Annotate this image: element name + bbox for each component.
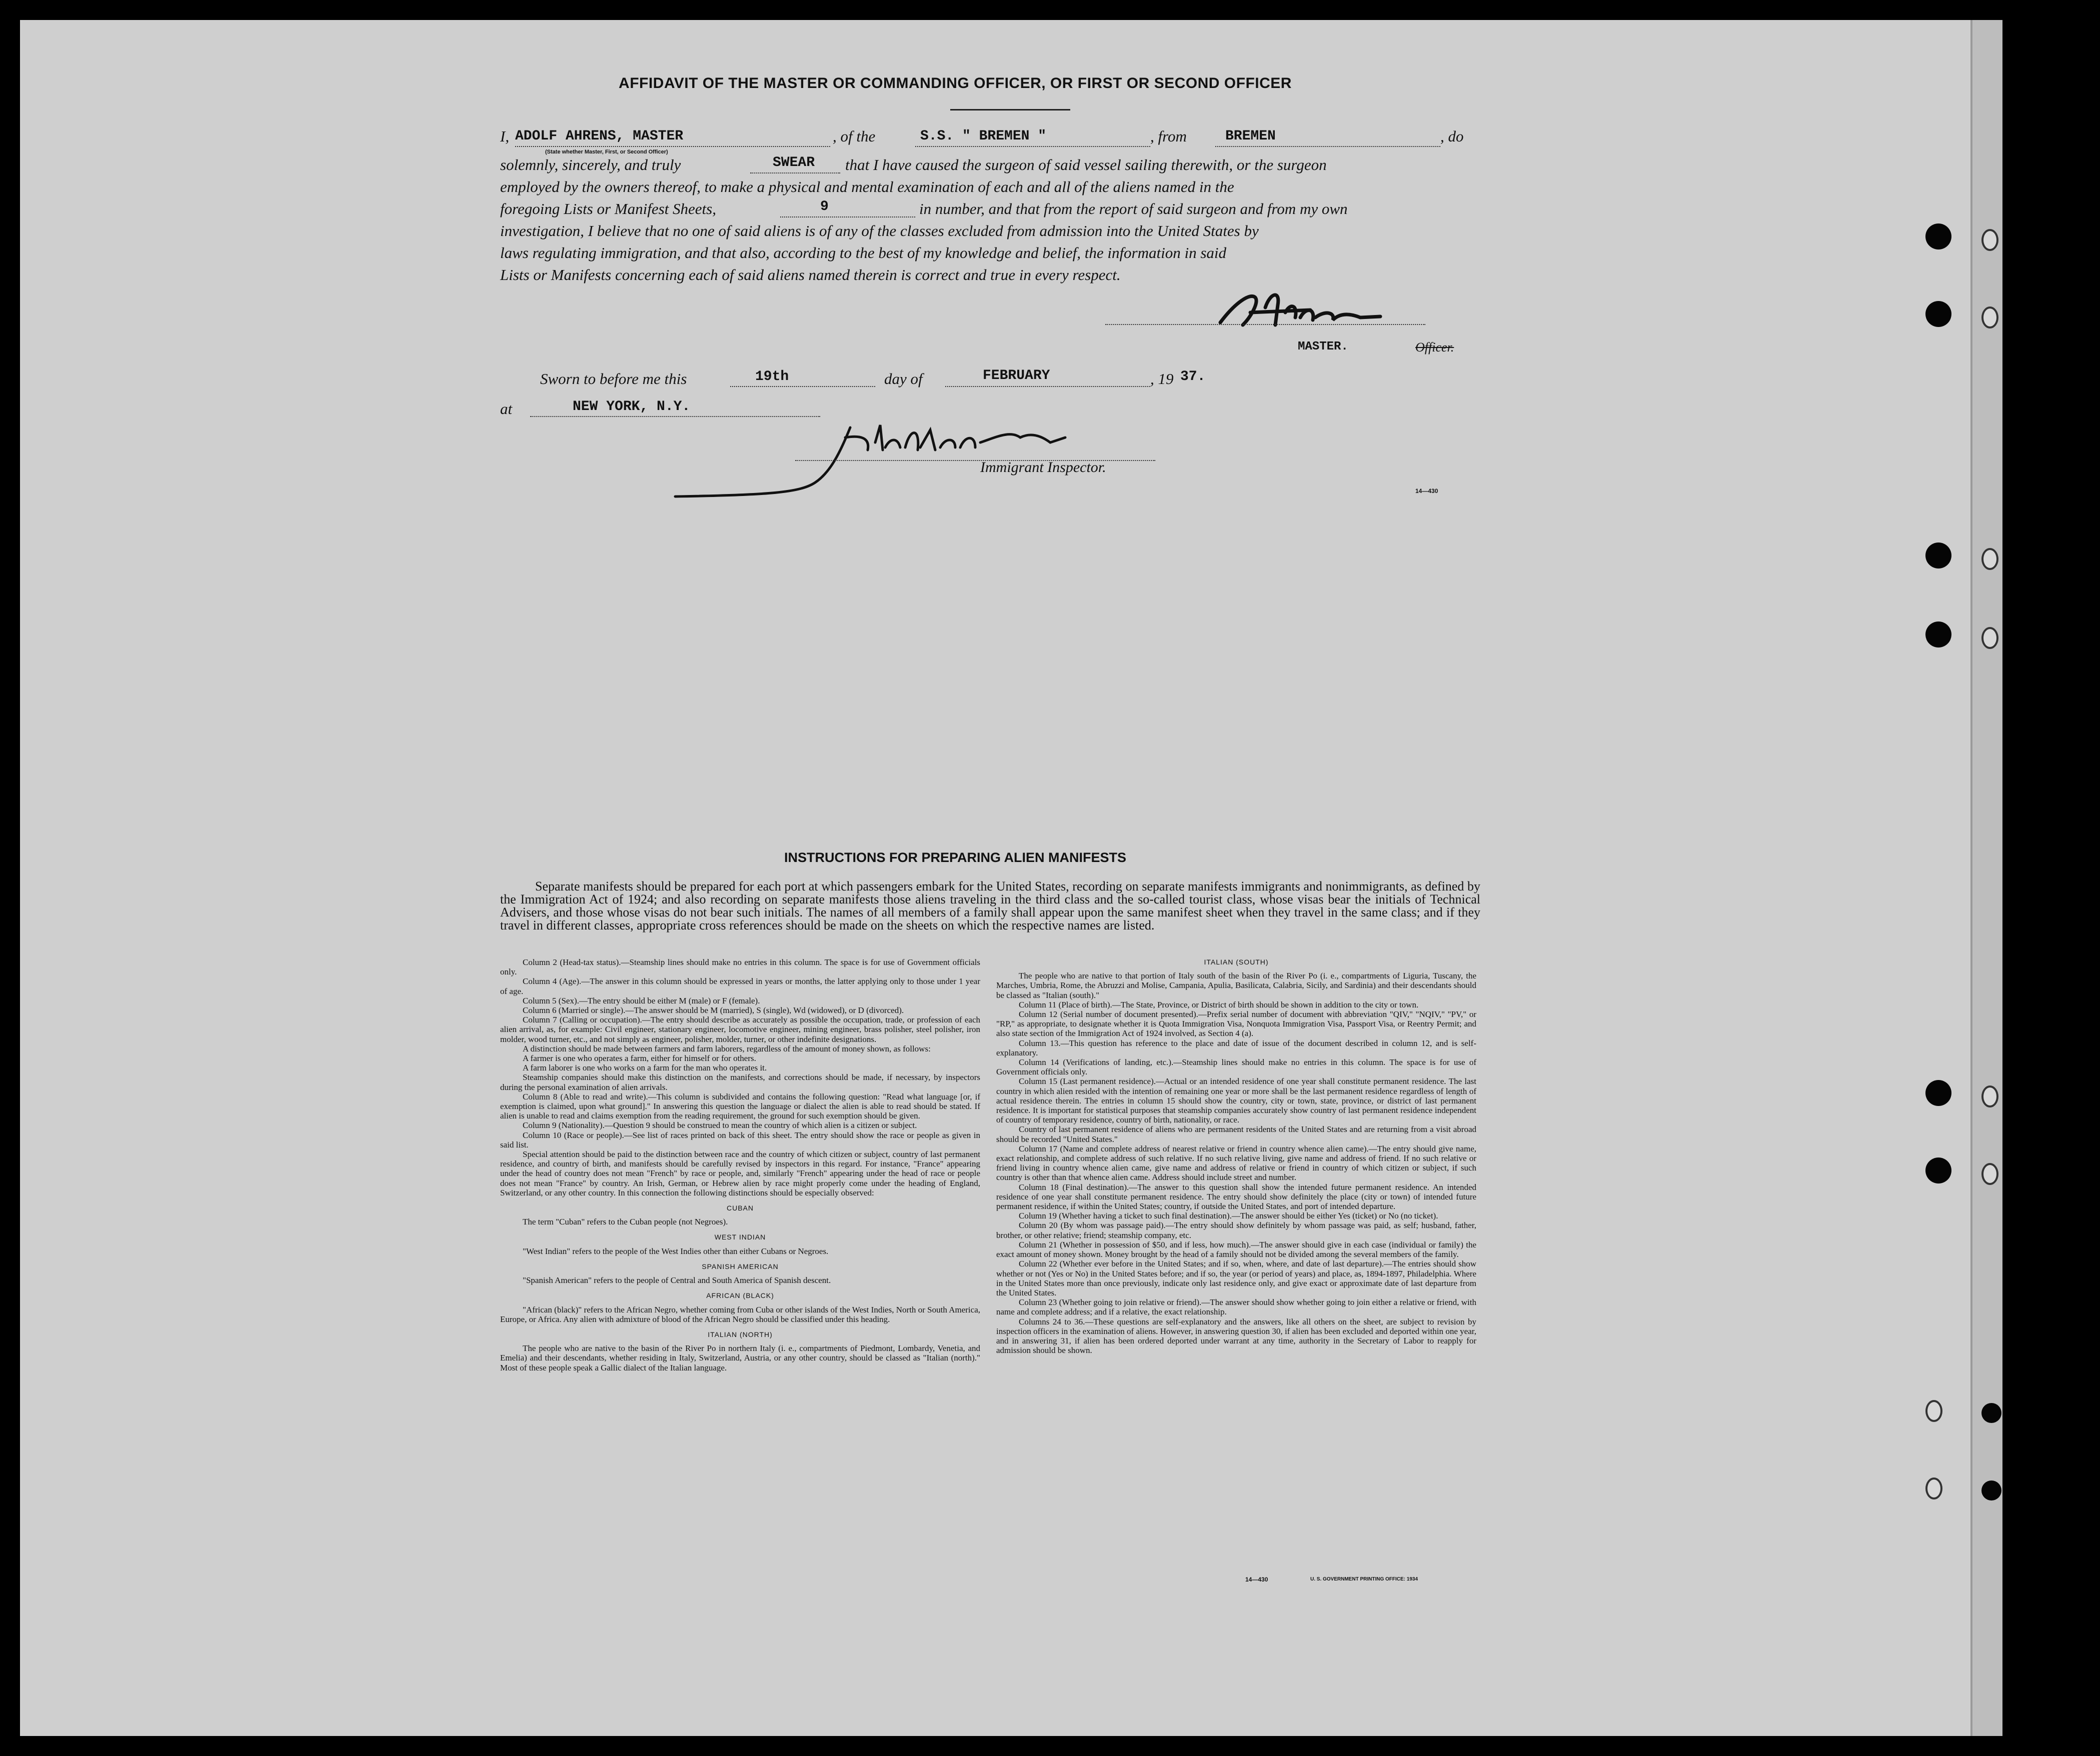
sheet-edge: [1970, 20, 2002, 1736]
instruction-paragraph: Column 12 (Serial number of document presented).—Prefix serial number of document with abbreviation "QIV," "NQIV," "PV," or "RP," as appropriate, to designate whether it is Quota Immigration Visa, Nonquota Immigration Visa, Passport Visa, or Reentry Permit; and also state section of the Immigration Act of 1924 involved, as Section 4 (a).: [996, 1010, 1476, 1038]
instruction-paragraph: A distinction should be made between farmers and farm laborers, regardless of the amount of money shown, as follows:: [523, 1044, 931, 1054]
punch-hole: [1981, 548, 1998, 570]
section-heading-italian-south: ITALIAN (SOUTH): [1204, 958, 1269, 966]
master-signature: [1100, 282, 1450, 338]
instructions-left-column: [500, 958, 980, 1372]
month-fill-line: [945, 386, 1150, 387]
section-heading-african: AFRICAN (BLACK): [706, 1292, 774, 1300]
at-text: at: [500, 400, 513, 418]
instruction-paragraph: Column 18 (Final destination).—The answer to this question shall show the intended future permanent residence. An intended residence of one year shall constitute permanent residence. The entry should show definitely the place (city or town) of intended future permanent residence, if within the United States; country, if outside the United States, and port of intended departure.: [996, 1182, 1476, 1212]
instruction-paragraph: Column 9 (Nationality).—Question 9 should be construed to mean the country of which alien is a citizen or subject.: [523, 1120, 917, 1130]
punch-hole: [1925, 1158, 1951, 1184]
of-the-text: , of the: [833, 128, 876, 145]
instruction-paragraph: "West Indian" refers to the people of the West Indies other than either Cubans or Negroes.: [523, 1246, 829, 1256]
title-rule: [950, 109, 1070, 110]
affidavit-line-2a: solemnly, sincerely, and truly: [500, 156, 681, 174]
officer-name: ADOLF AHRENS, MASTER: [515, 128, 684, 144]
year-prefix: , 19: [1150, 370, 1174, 388]
instruction-paragraph: Column 15 (Last permanent residence).—Actual or an intended residence of one year shall constitute permanent residence. The last country in which alien resided with the intention of remaining one year or more shall be the last permanent residence regardless of length of actual residence therein. The entries in column 15 should show the country, city or town, state, province, or district of last permanent residence. It is important for statistical purposes that steamship companies accurately show country of last permanent residence independent of country of temporary residence, country of birth, nationality, or race.: [996, 1076, 1476, 1125]
punch-hole: [1981, 306, 1998, 328]
from-text: , from: [1150, 128, 1187, 145]
i-prefix: I,: [500, 128, 510, 145]
signer-struck-title: Officer.: [1415, 340, 1454, 354]
punch-hole: [1925, 1400, 1942, 1422]
sworn-place: NEW YORK, N.Y.: [573, 399, 691, 414]
instruction-paragraph: Column 11 (Place of birth).—The State, Province, or District of birth should be shown in addition to the city or town.: [1019, 1000, 1419, 1010]
instruction-paragraph: Column 8 (Able to read and write).—This column is subdivided and contains the following question: "Read what language [or, if exemption is claimed, upon what ground]." In answering this question the language or dialect the alien is able to read should be stated. If alien is unable to read and claims exemption from the reading requirement, the ground for such exemption should be given.: [500, 1092, 980, 1121]
punch-hole: [1981, 1403, 2001, 1423]
affidavit-line-2b: that I have caused the surgeon of said vessel sailing therewith, or the surgeon: [845, 156, 1327, 174]
instruction-paragraph: Column 22 (Whether ever before in the United States; and if so, when, where, and date of last departure).—The entries should show whether or not (Yes or No) in the United States before; and if so, the year (or period of years) and place, as, 1894-1897, Philadelphia. Where in the United States more than once previously, indicate only last residence only, and give exact or approximate date of last departure from the United States.: [996, 1259, 1476, 1298]
punch-hole: [1925, 1478, 1942, 1500]
punch-hole: [1981, 1480, 2001, 1500]
officer-note: (State whether Master, First, or Second Officer): [545, 149, 668, 155]
instruction-paragraph: Column 10 (Race or people).—See list of races printed on back of this sheet. The entry should show the race or people as given in said list.: [500, 1130, 980, 1150]
instruction-paragraph: Country of last permanent residence of aliens who are permanent residents of the United States and are returning from a visit abroad should be recorded "United States.": [996, 1124, 1476, 1144]
punch-hole: [1981, 1086, 1998, 1108]
affidavit-title: AFFIDAVIT OF THE MASTER OR COMMANDING OFFICER, OR FIRST OR SECOND OFFICER: [619, 75, 1292, 92]
affidavit-line-6: laws regulating immigration, and that also, according to the best of my knowledge and belief, the information in said: [500, 244, 1227, 262]
punch-hole: [1925, 542, 1951, 568]
footer-printer: U. S. GOVERNMENT PRINTING OFFICE: 1934: [1310, 1576, 1418, 1582]
section-heading-west-indian: WEST INDIAN: [714, 1233, 766, 1242]
punch-hole: [1981, 1163, 1998, 1185]
departure-port: BREMEN: [1225, 128, 1276, 144]
instruction-paragraph: "African (black)" refers to the African Negro, whether coming from Cuba or other islands of the West Indies, North or South America, Europe, or Africa. Any alien with admixture of blood of the African Negro should be classified under this heading.: [500, 1304, 980, 1324]
affidavit-line-5: investigation, I believe that no one of said aliens is of any of the classes excluded from admission into the United States by: [500, 222, 1259, 240]
sheet-count-fill-line: [780, 216, 915, 218]
sworn-text: Sworn to before me this: [540, 370, 687, 388]
instruction-paragraph: Column 23 (Whether going to join relative or friend).—The answer should show whether going to join either a relative or friend, with name and complete address; and if a relative, the exact relationship.: [996, 1298, 1476, 1317]
port-fill-line: [1215, 146, 1440, 147]
instruction-paragraph: Column 4 (Age).—The answer in this column should be expressed in years or months, the latter applying only to those under 1 year of age.: [500, 976, 980, 996]
instruction-paragraph: A farmer is one who operates a farm, either for himself or for others.: [523, 1054, 756, 1064]
punch-hole: [1925, 1080, 1951, 1106]
instruction-paragraph: Columns 24 to 36.—These questions are self-explanatory and the answers, like all others on the sheet, are subject to revision by inspection officers in the examination of aliens. However, in answering question 30, if alien has been excluded and deported within one year, and in answering 31, if alien has been ordered deported under warrant at any time, authority in the Secretary of Labor to reapply for admission should be shown.: [996, 1316, 1476, 1356]
sheet-count: 9: [820, 199, 829, 214]
affidavit-form-code: 14—430: [1415, 488, 1438, 494]
inspector-title: Immigrant Inspector.: [980, 459, 1106, 476]
section-heading-spanish-american: SPANISH AMERICAN: [702, 1262, 779, 1270]
instruction-paragraph: Column 2 (Head-tax status).—Steamship lines should make no entries in this column. The space is for use of Government officials only.: [500, 958, 980, 977]
do-text: , do: [1440, 128, 1464, 145]
instruction-paragraph: Column 5 (Sex).—The entry should be either M (male) or F (female).: [523, 996, 760, 1006]
sworn-month: FEBRUARY: [983, 368, 1050, 384]
day-of-text: day of: [884, 370, 923, 388]
instruction-paragraph: Column 13.—This question has reference to the place and date of issue of the document described in column 12, and is self-explanatory.: [996, 1038, 1476, 1058]
affidavit-line-1: [500, 128, 509, 146]
affidavit-line-4a: foregoing Lists or Manifest Sheets,: [500, 200, 716, 218]
footer-form-code: 14—430: [1245, 1576, 1268, 1583]
instruction-paragraph: "Spanish American" refers to the people of Central and South America of Spanish descent.: [523, 1276, 831, 1286]
day-fill-line: [730, 386, 875, 387]
instruction-paragraph: A farm laborer is one who works on a farm for the man who operates it.: [523, 1063, 767, 1073]
instructions-title: INSTRUCTIONS FOR PREPARING ALIEN MANIFESTS: [784, 850, 1127, 865]
punch-hole: [1925, 301, 1951, 327]
inspector-signature: [670, 408, 1150, 508]
punch-hole: [1925, 224, 1951, 250]
signer-title: MASTER.: [1298, 340, 1348, 354]
instruction-paragraph: Special attention should be paid to the distinction between race and the country of which citizen or subject, country of last permanent residence, and country of birth, and manifests should be carefully revised by inspectors in this regard. For instance, "France" appearing under the head of country does not mean "French" by race or people, and, similarly "French" appearing under the head of race or people does not mean "France" by country. An Irish, German, or Hebrew alien by race might properly come under the heading of England, Switzerland, or any other country. In this connection the following distinctions should be especially observed:: [500, 1150, 980, 1198]
instruction-paragraph: Column 19 (Whether having a ticket to such final destination).—The answer should be either Yes (ticket) or No (no ticket).: [1019, 1211, 1438, 1221]
affidavit-line-7: Lists or Manifests concerning each of said aliens named therein is correct and true in every respect.: [500, 266, 1121, 284]
sworn-day: 19th: [755, 369, 789, 384]
punch-hole: [1981, 627, 1998, 649]
instruction-paragraph: Steamship companies should make this distinction on the manifests, and corrections should be made, if necessary, by inspectors during the personal examination of alien arrivals.: [500, 1072, 980, 1092]
instruction-paragraph: The people who are native to that portion of Italy south of the basin of the River Po (i. e., compartments of Liguria, Tuscany, the Marches, Umbria, Rome, the Abruzzi and Molise, Campania, Apulia, Basilicata, Calabria, Sicily, and Sardinia) and their descendants should be classed as "Italian (south).": [996, 971, 1476, 1000]
instruction-paragraph: Column 6 (Married or single).—The answer should be M (married), S (single), Wd (widowed), or D (divorced).: [523, 1006, 904, 1016]
sworn-year: 37.: [1180, 369, 1206, 384]
instruction-paragraph: Column 7 (Calling or occupation).—The entry should describe as accurately as possible the occupation, trade, or profession of each alien arrival, as, for example: Civil engineer, stationary engineer, locomotive engineer, mining engineer, brass polisher, steel polisher, iron molder, wood turner, etc., and not simply as engineer, polisher, molder, turner, or other indefinite designations.: [500, 1015, 980, 1044]
instructions-right-column: [996, 958, 1476, 1355]
signature-fill-line: [1105, 324, 1425, 325]
instruction-paragraph: The people who are native to the basin of the River Po in northern Italy (i. e., compartments of Piedmont, Lombardy, Venetia, and Emelia) and their descendants, whether residing in Italy, Switzerland, Austria, or any other country, should be classed as "Italian (north)." Most of these people speak a Gallic dialect of the Italian language.: [500, 1344, 980, 1372]
punch-hole: [1981, 229, 1998, 251]
instructions-intro: Separate manifests should be prepared for each port at which passengers embark for the United States, recording on separate manifests immigrants and nonimmigrants, as defined by the Immigration Act of 1924; and also recording on separate manifests those aliens traveling in the third class and the so-called tourist class, whose visas bear the initials of Technical Advisers, and those whose visas do not bear such initials. The names of all members of a family shall appear upon the same manifest sheet when they travel in the same class; and if they travel in different classes, appropriate cross references should be made on the sheets on which the respective names are listed.: [500, 879, 1480, 932]
instruction-paragraph: Column 20 (By whom was passage paid).—The entry should show definitely by whom passage was paid, as self; husband, father, brother, or other relative; friend; steamship company, etc.: [996, 1220, 1476, 1240]
affidavit-line-3: employed by the owners thereof, to make a physical and mental examination of each and all of the aliens named in the: [500, 178, 1234, 196]
instruction-paragraph: Column 21 (Whether in possession of $50, and if less, how much).—The answer should give in each case (individual or family) the exact amount of money shown. Money brought by the head of a family should not be divided among the several members of the family.: [996, 1240, 1476, 1260]
affidavit-line-4b: in number, and that from the report of said surgeon and from my own: [919, 200, 1348, 218]
section-heading-italian-north: ITALIAN (NORTH): [708, 1330, 773, 1338]
vessel-fill-line: [915, 146, 1150, 147]
officer-fill-line: [515, 146, 830, 147]
oath-fill-line: [750, 172, 840, 174]
instruction-paragraph: Column 17 (Name and complete address of nearest relative or friend in country whence alien came).—The entry should give name, exact relationship, and complete address of such relative. If no such relative living, give name and address of friend. If no such relative or friend living in country whence alien came, give name and address of relative or friend in country of which citizen or subject, if such country is other than that whence alien came. Address should include street and number.: [996, 1144, 1476, 1182]
section-heading-cuban: CUBAN: [726, 1204, 754, 1212]
instruction-paragraph: Column 14 (Verifications of landing, etc.).—Steamship lines should make no entries in this column. The space is for use of Government officials only.: [996, 1058, 1476, 1077]
instruction-paragraph: The term "Cuban" refers to the Cuban people (not Negroes).: [523, 1217, 728, 1227]
vessel-name: S.S. " BREMEN ": [920, 128, 1047, 144]
oath-word: SWEAR: [773, 155, 815, 170]
punch-hole: [1925, 622, 1951, 648]
